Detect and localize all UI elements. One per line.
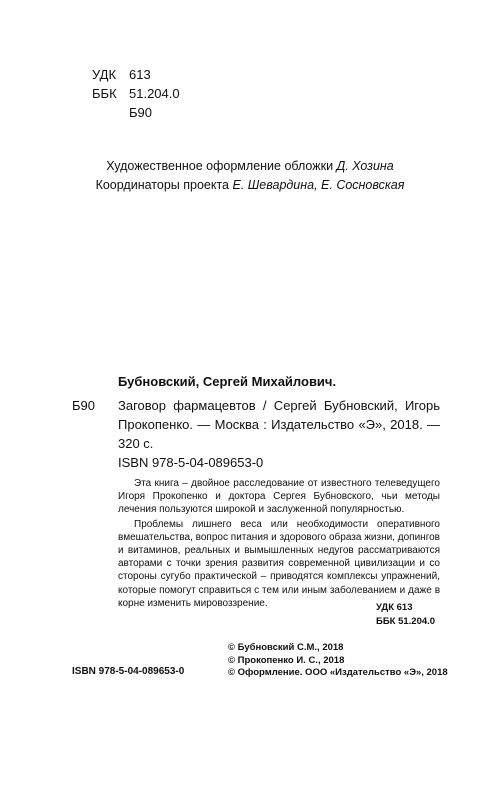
udk-label: УДК	[92, 67, 117, 82]
bbk-value: 51.204.0	[129, 86, 180, 101]
coordinators-label: Координаторы проекта	[95, 178, 230, 192]
record-description: Заговор фармацевтов / Сергей Бубновский, Игорь Прокопенко. — Москва : Издательство «Э», 2018. — 320 с.	[118, 398, 440, 451]
record-code: Б90	[72, 398, 95, 413]
annotation-paragraph: Проблемы лишнего веса или необходимости оперативного вмешательства, вопрос питания и здорового образа жизни, допингов и витаминов, реальных и вымышленных недугов рассматриваются авторами с точки зрения развития современной цивилизации и со стороны сугубо практической – приводятся комплексы упражнений, которые помогут справиться с тем или иным заболеванием и даже в корне изменить мировоззрение.	[118, 518, 440, 609]
udk-small-block	[376, 601, 435, 629]
copyright-line: © Прокопенко И. С., 2018	[228, 654, 345, 666]
cover-designer-name: Д. Хозина	[336, 159, 394, 173]
bbk-row	[92, 84, 180, 103]
copyright-line: © Оформление. ООО «Издательство «Э», 2018	[228, 667, 448, 678]
udk-small: УДК 613	[376, 602, 413, 613]
bbk-small: ББК 51.204.0	[376, 616, 436, 627]
cover-design-line	[0, 157, 500, 176]
record-isbn: ISBN 978-5-04-089653-0	[118, 455, 264, 470]
coordinators-line	[0, 176, 500, 195]
copyright-block	[228, 642, 448, 680]
cover-design-label: Художественное оформление обложки	[106, 159, 334, 173]
credits-block	[0, 157, 500, 195]
annotation-paragraph: Эта книга – двойное расследование от известного телеведущего Игоря Прокопенко и доктора Сергея Бубновского, чьи методы лечения пользуются широкой и заслуженной популярностью.	[118, 478, 440, 516]
classification-block	[92, 65, 180, 122]
annotation	[118, 477, 440, 610]
copyright-line: © Бубновский С.М., 2018	[228, 642, 344, 653]
coordinators-names: Е. Шевардина, Е. Сосновская	[232, 178, 405, 192]
udk-value: 613	[129, 67, 151, 82]
record-author: Бубновский, Сергей Михайлович.	[118, 374, 337, 389]
footer-isbn: ISBN 978-5-04-089653-0	[72, 666, 185, 677]
udk-row	[92, 65, 180, 84]
author-code: Б90	[129, 105, 152, 120]
bbk-label: ББК	[92, 86, 117, 101]
